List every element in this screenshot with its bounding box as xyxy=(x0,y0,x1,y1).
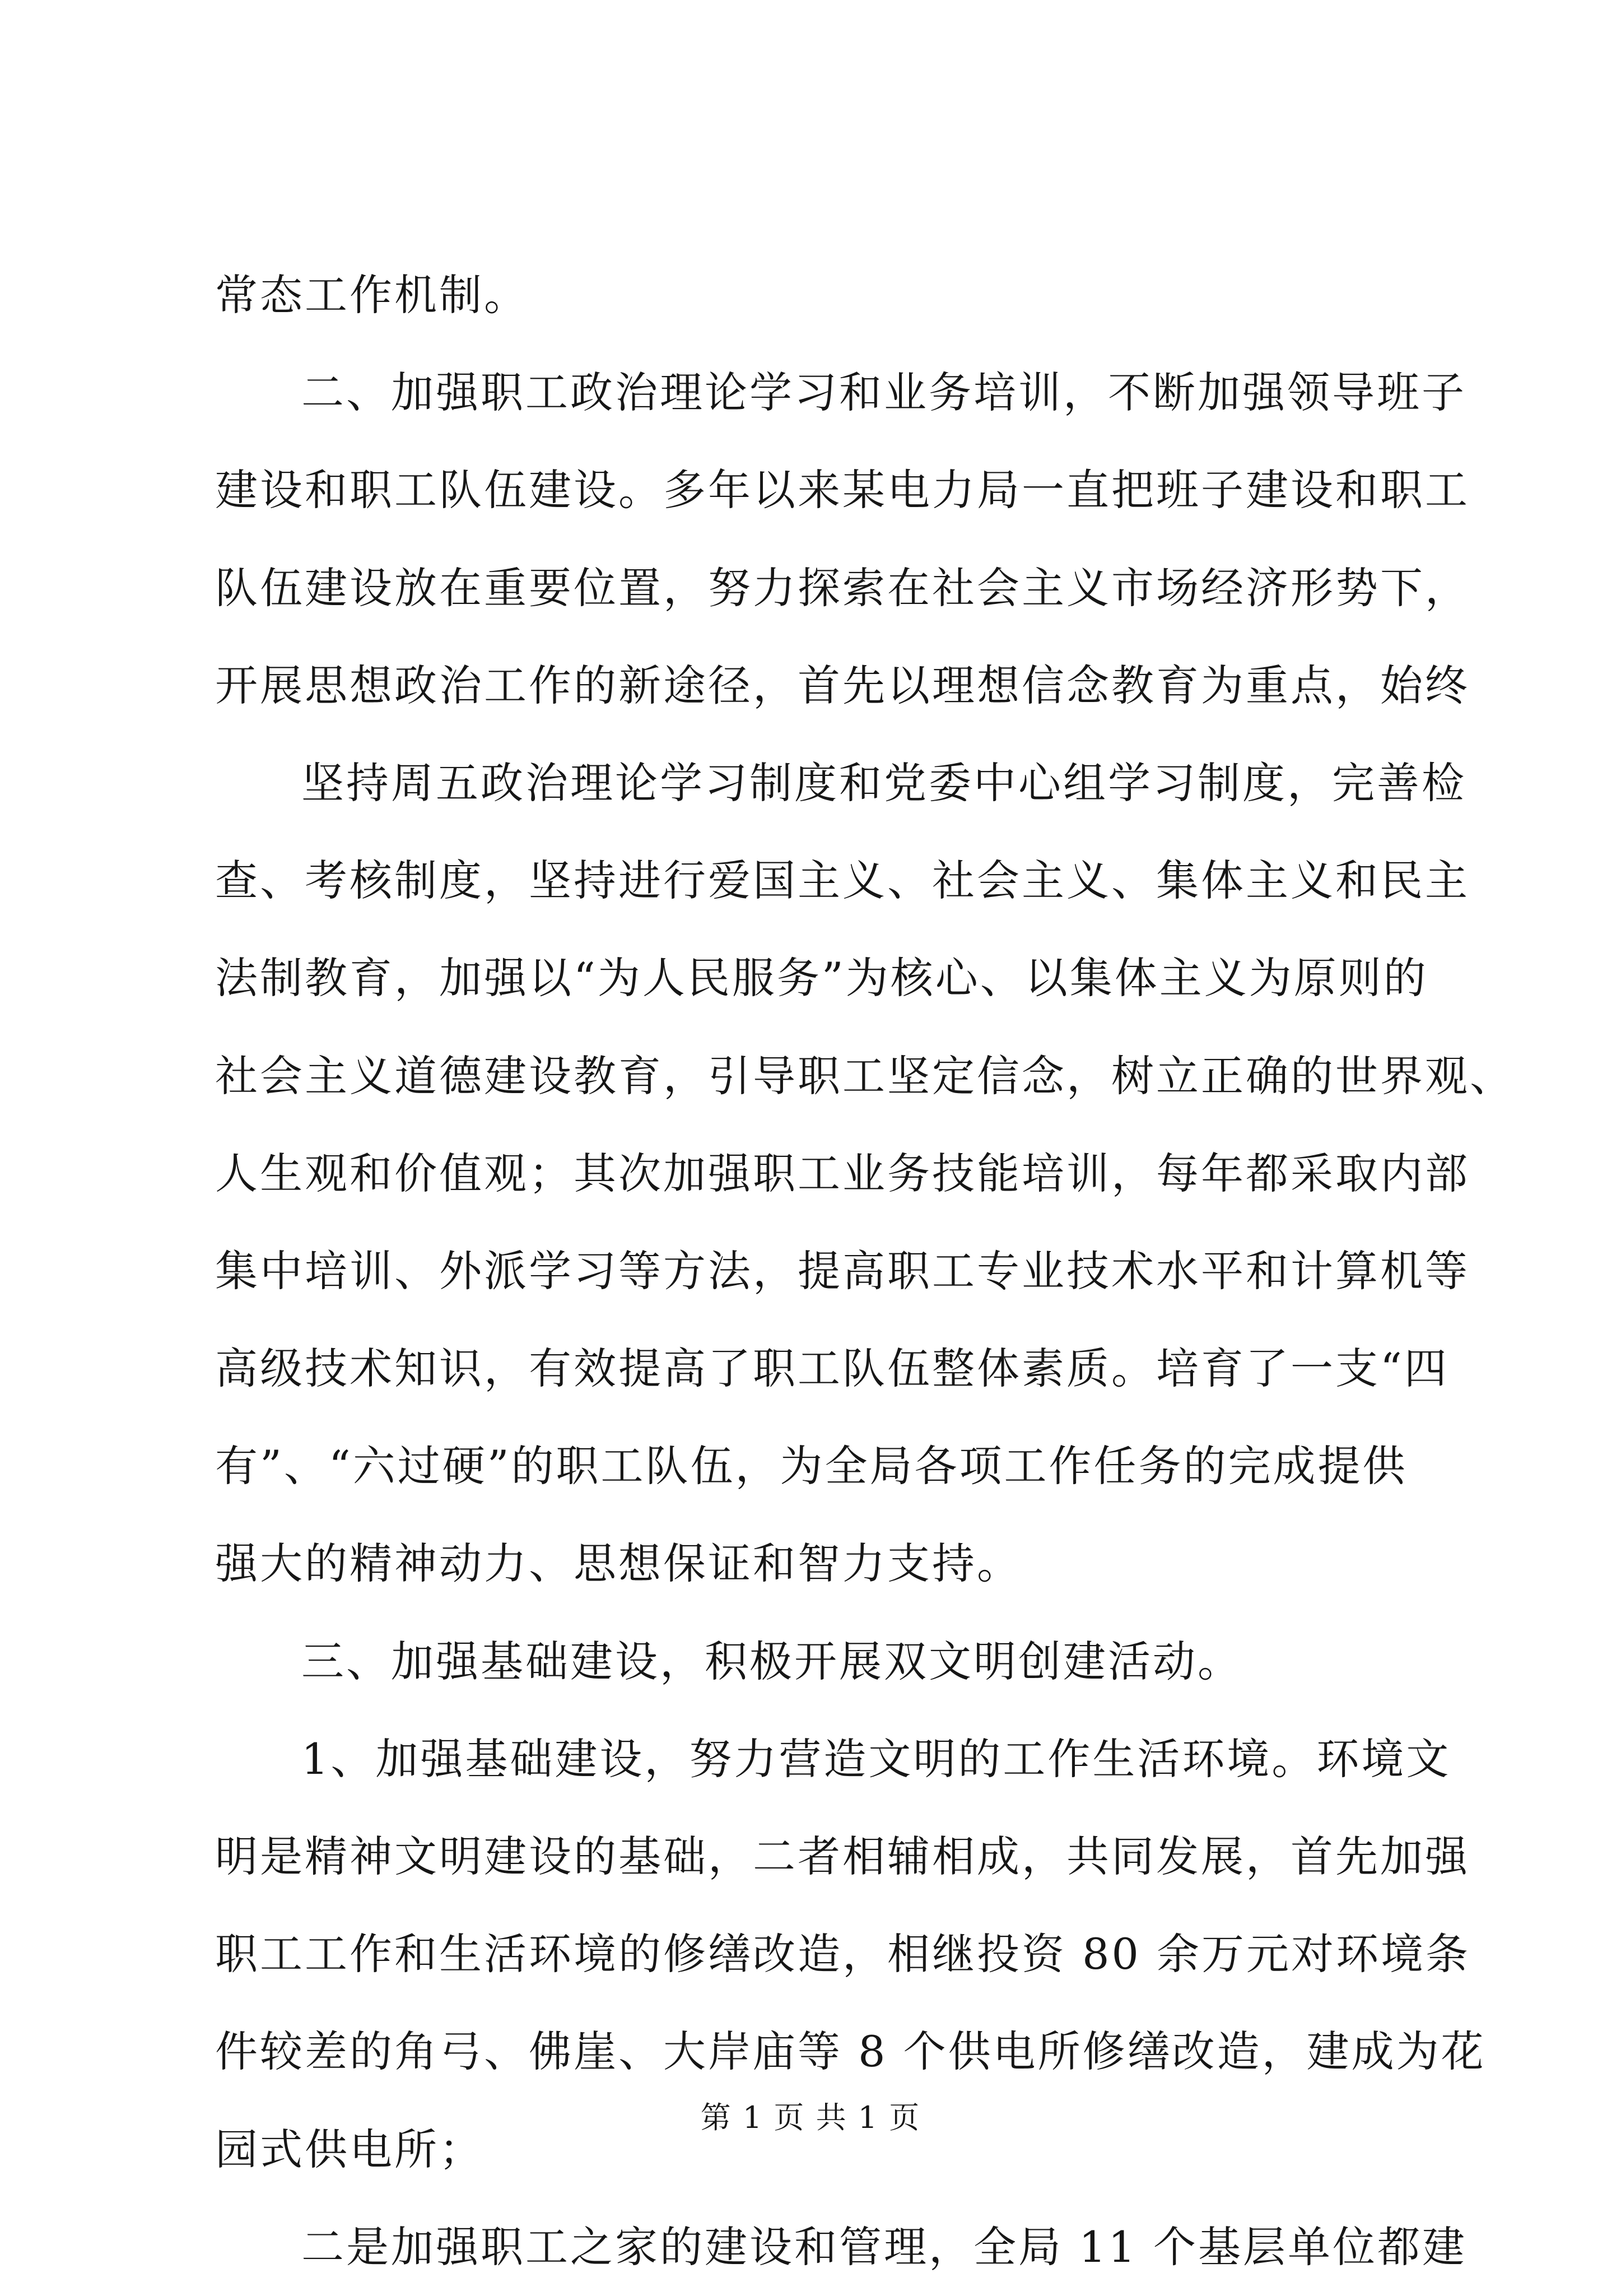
text-line: 队伍建设放在重要位置，努力探索在社会主义市场经济形势下， xyxy=(215,563,1470,613)
text-line: 开展思想政治工作的新途径，首先以理想信念教育为重点，始终 xyxy=(215,660,1470,710)
text-line: 人生观和价值观；其次加强职工业务技能培训，每年都采取内部 xyxy=(215,1148,1470,1198)
text-line: 社会主义道德建设教育，引导职工坚定信念，树立正确的世界观、 xyxy=(215,1051,1515,1101)
document-body xyxy=(215,247,1515,2296)
text-line: 高级技术知识，有效提高了职工队伍整体素质。培育了一支“四 xyxy=(215,1344,1449,1394)
paragraph-start: 1、加强基础建设，努力营造文明的工作生活环境。环境文 xyxy=(301,1733,1451,1784)
text-line: 职工工作和生活环境的修缮改造，相继投资 80 余万元对环境条 xyxy=(215,1929,1471,1979)
paragraph-start: 二是加强职工之家的建设和管理，全局 11 个基层单位都建 xyxy=(301,2221,1468,2272)
paragraph-start: 坚持周五政治理论学习制度和党委中心组学习制度，完善检 xyxy=(301,757,1466,808)
paragraph-heading-2: 二、加强职工政治理论学习和业务培训，不断加强领导班子 xyxy=(301,368,1466,418)
paragraph-heading-3: 三、加强基础建设，积极开展双文明创建活动。 xyxy=(301,1636,1242,1686)
text-line: 强大的精神动力、思想保证和智力支持。 xyxy=(215,1539,1022,1589)
text-line: 明是精神文明建设的基础，二者相辅相成，共同发展，首先加强 xyxy=(215,1832,1470,1881)
text-line: 件较差的角弓、佛崖、大岸庙等 8 个供电所修缮改造，建成为花 xyxy=(215,2027,1486,2077)
text-line: 集中培训、外派学习等方法，提高职工专业技术水平和计算机等 xyxy=(215,1245,1470,1296)
text-line: 建设和职工队伍建设。多年以来某电力局一直把班子建设和职工 xyxy=(215,465,1470,515)
text-line: 园式供电所； xyxy=(215,2124,484,2174)
text-line: 常态工作机制。 xyxy=(215,270,529,320)
text-line: 查、考核制度，坚持进行爱国主义、社会主义、集体主义和民主 xyxy=(215,856,1470,906)
page-number-footer: 第 1 页 共 1 页 xyxy=(700,2100,921,2135)
text-line: 有”、“六过硬”的职工队伍，为全局各项工作任务的完成提供 xyxy=(215,1441,1408,1491)
text-line: 法制教育，加强以“为人民服务”为核心、以集体主义为原则的 xyxy=(215,953,1428,1003)
